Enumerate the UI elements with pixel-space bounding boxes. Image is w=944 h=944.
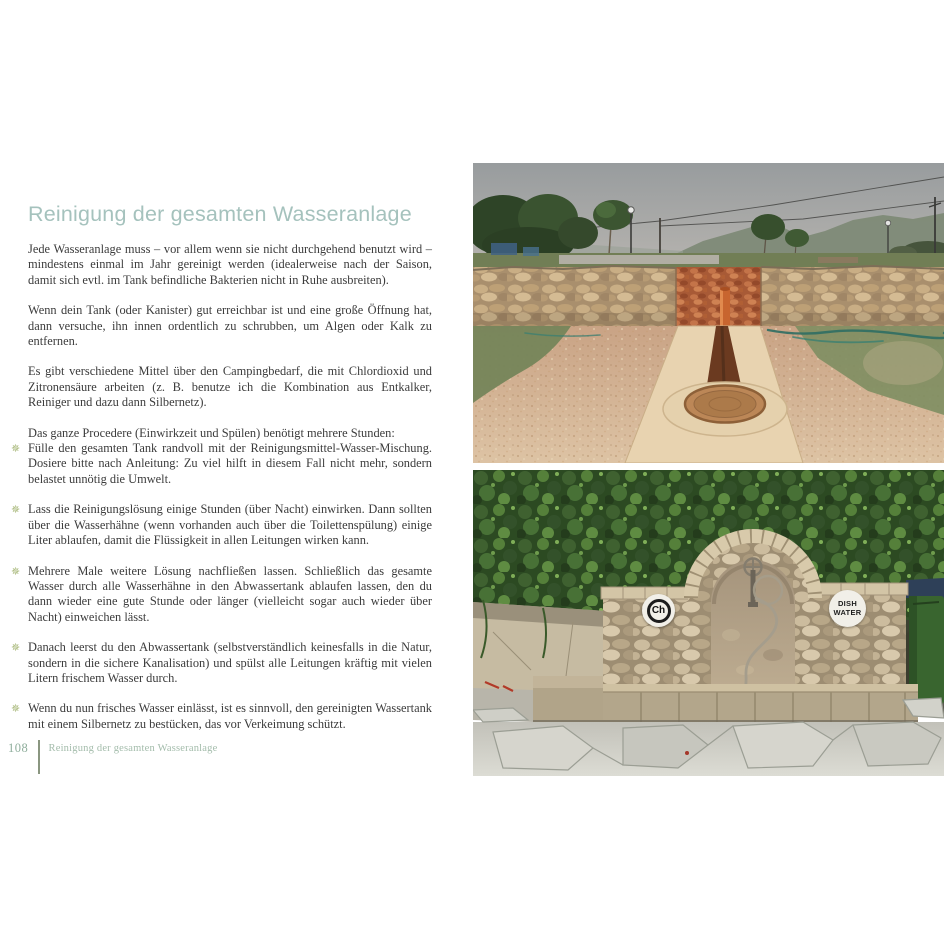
procedure-intro: Das ganze Procedere (Einwirkzeit und Spülen) benötigt mehrere Stunden:: [28, 425, 395, 440]
chemical-toilet-sign: [642, 594, 675, 627]
stone-fountain-illustration: [473, 470, 944, 776]
list-item-text: Lass die Reinigungslösung einige Stunden (über Nacht) einwirken. Dann sollten über die Wasserhähne (wenn vorhanden auch über die Toilettenspülung) einige Liter ablaufen, damit die Flüssigkeit in allen Leitungen wirken kann.: [28, 502, 432, 548]
page-number: 108: [8, 741, 29, 755]
list-item: [11, 563, 432, 626]
list-item: [11, 640, 432, 686]
photo-disposal-station: [473, 163, 944, 463]
blue-camper: [491, 243, 517, 255]
page-title: Reinigung der gesamten Wasseranlage: [28, 202, 412, 226]
dish-water-sign: [829, 590, 866, 627]
manhole-cover: [685, 386, 765, 423]
sprout-star-icon: ✵: [11, 564, 21, 578]
list-item-text: Fülle den gesamten Tank randvoll mit der Reinigungsmittel-Wasser-Mischung. Dosiere bitte nach Anleitung: Zu viel hilft in diesem Fall nicht mehr, sondern belastet unnötig die Umwelt.: [28, 441, 432, 486]
channel-shadow: [722, 326, 724, 385]
dry-grass: [863, 341, 943, 385]
photo-column: [473, 163, 944, 776]
cap-stones-right: [816, 583, 908, 595]
red-spot: [685, 751, 689, 755]
blue-trailer: [523, 247, 539, 256]
paragraph: Es gibt verschiedene Mittel über den Campingbedarf, die mit Chlordioxid und Zitronensäure arbeiten (z. B. benutze ich die Kombination aus Entkalker, Reiniger und dazu dann Silbernetz).: [28, 364, 432, 410]
dish-water-sign-line1: DISH: [837, 599, 858, 608]
list-item-text: Wenn du nun frisches Wasser einlässt, ist es sinnvoll, den gereinigten Wassertank mit einem Silbernetz zu bestücken, das vor Verkeimung schützt.: [28, 701, 432, 731]
orange-drain-pipe: [720, 287, 730, 327]
sprout-star-icon: ✵: [11, 641, 21, 655]
chemical-toilet-sign-label: Ch: [647, 599, 671, 623]
footer-divider: [38, 740, 40, 774]
paragraph: Wenn dein Tank (oder Kanister) gut erreichbar ist und eine große Öffnung hat, dann versuche, ihn innen ordentlich zu schrubben, um Algen oder Kalk zu entfernen.: [28, 303, 432, 349]
list-item: [11, 441, 432, 487]
procedure-list: [11, 441, 432, 732]
wall-opening: [676, 267, 761, 327]
article-column: [11, 202, 432, 747]
sprout-star-icon: ✵: [11, 442, 21, 456]
list-item-text: Danach leerst du den Abwassertank (selbstverständlich keinesfalls in die Natur, sondern in die sichere Kanalisation) und spülst alle Leitungen kräftig mit vielen Litern frischem Wasser durch.: [28, 640, 432, 685]
sprout-star-icon: ✵: [11, 503, 21, 517]
wood-pile: [818, 257, 858, 263]
list-item: [11, 701, 432, 732]
dish-water-sign-line2: WATER: [833, 607, 862, 617]
sprout-star-icon: ✵: [11, 702, 21, 716]
concrete-platform: [559, 255, 719, 264]
paragraph: Jede Wasseranlage muss – vor allem wenn sie nicht durchgehend benutzt wird – mindestens einmal im Jahr gereinigt werden (idealerweise nach der Saison, damit sich evtl. im Tank befindliche Bakterien nicht in Ruhe ausbreiten).: [28, 242, 432, 287]
list-item: [11, 502, 432, 548]
disposal-station-illustration: [473, 163, 944, 463]
list-item-text: Mehrere Male weitere Lösung nachfließen lassen. Schließlich das gesamte Wasser durch alle Wasserhähne in den Abwassertank ablaufen lassen, den du dann wieder eine gute Stunde oder länger (vielleicht sogar auch wieder über Nacht) einweichen lässt.: [28, 563, 432, 624]
photo-stone-fountain: [473, 470, 944, 776]
stone-wall: [473, 266, 944, 327]
page-footer: [8, 740, 217, 774]
footer-chapter-title: Reinigung der gesamten Wasseranlage: [48, 743, 218, 754]
